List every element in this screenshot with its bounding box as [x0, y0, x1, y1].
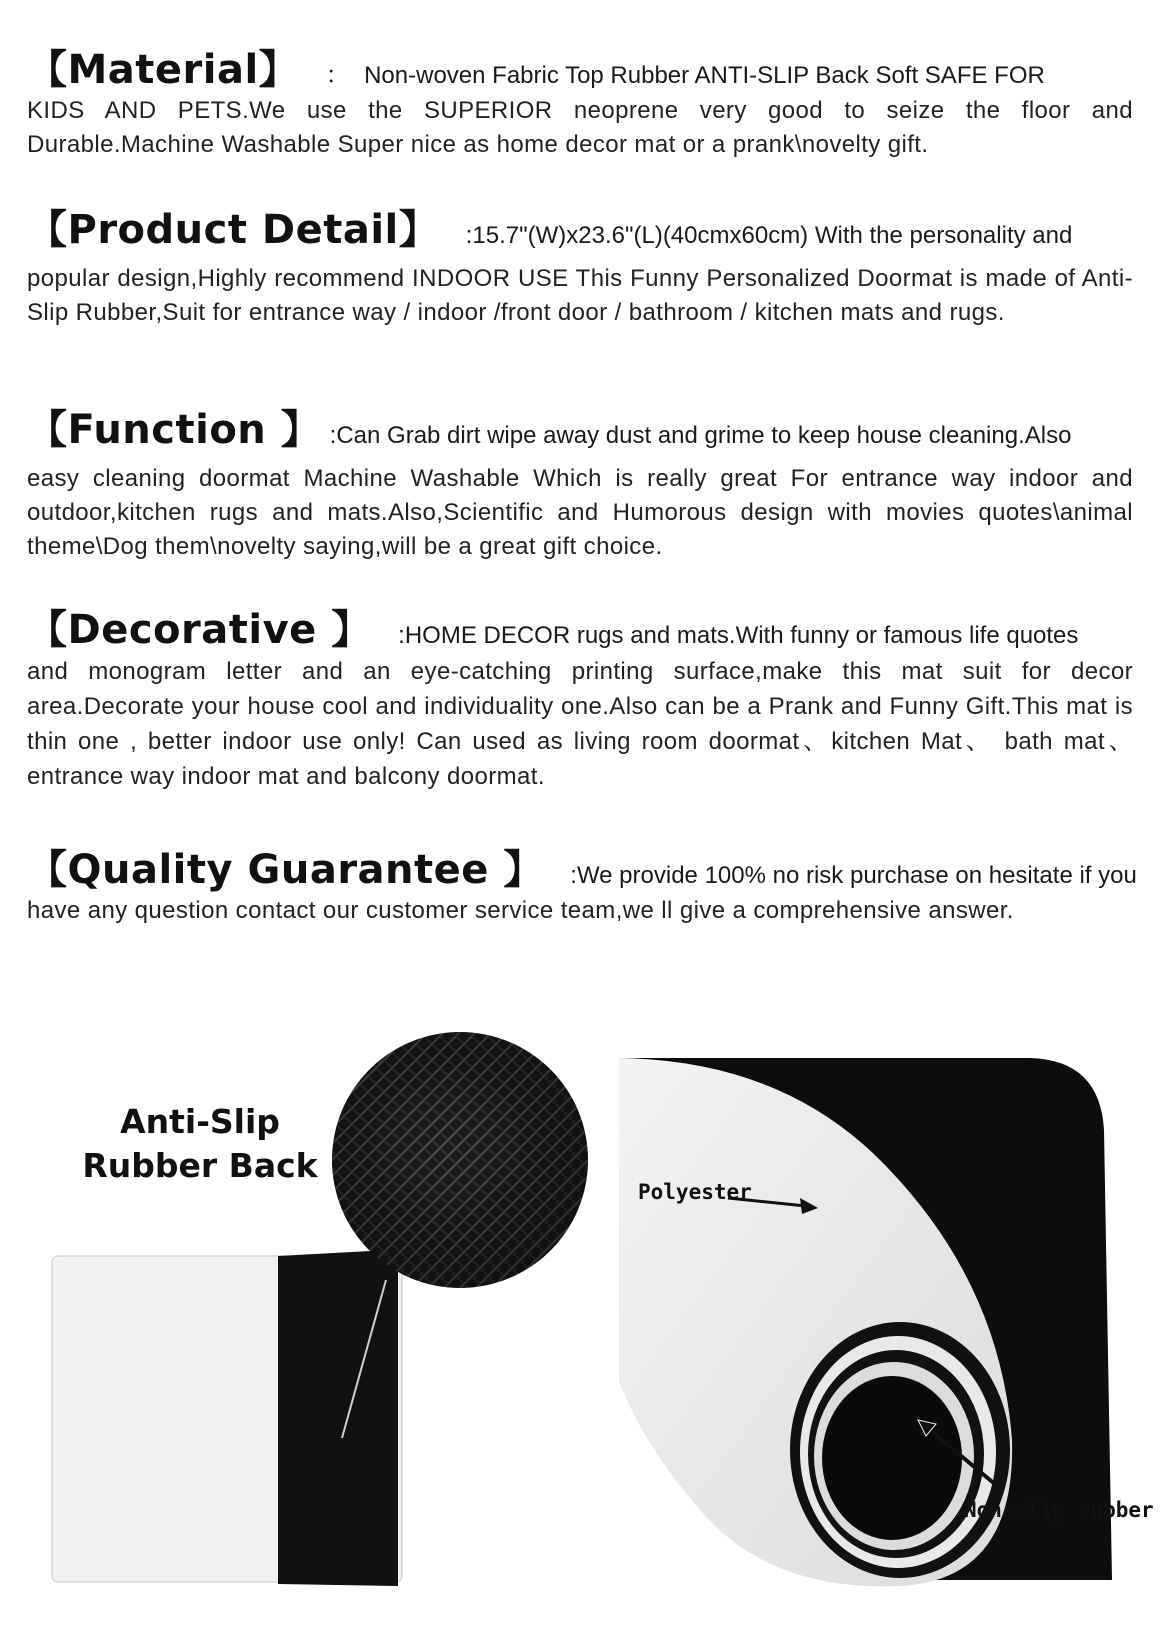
- roll-core: [822, 1376, 962, 1540]
- product-figure: [0, 1020, 1162, 1620]
- decorative-body: and monogram letter and an eye-catching printing surface,make this mat suit for decor area.Decorate your house cool and individuality one.Also can be a Prank and Funny Gift.This mat is thin one , better indoor use only! Can used as living room doormat、kitchen Mat、 bath mat、 entrance way indoor mat and balcony doormat.: [27, 658, 1133, 790]
- material-heading: 【Material】: [27, 47, 300, 93]
- material-separator: ：: [325, 62, 350, 89]
- decorative-section: [27, 598, 1133, 794]
- product-detail-lead: :15.7"(W)x23.6"(L)(40cmx60cm) With the personality and: [465, 222, 1073, 249]
- function-lead: :Can Grab dirt wipe away dust and grime to keep house cleaning.Also: [329, 422, 1072, 449]
- quality-guarantee-section: [27, 838, 1137, 928]
- flat-mat: [52, 1250, 402, 1586]
- function-section: [27, 398, 1133, 564]
- texture-circle-shade: [332, 1032, 588, 1288]
- nonslip-rubber-label: Non-slip rubber: [964, 1498, 1154, 1522]
- quality-guarantee-lead: :We provide 100% no risk purchase on hesitate if you: [570, 862, 1137, 889]
- polyester-label: Polyester: [638, 1180, 752, 1204]
- product-detail-heading: 【Product Detail】: [27, 207, 440, 253]
- quality-guarantee-heading: 【Quality Guarantee 】: [27, 847, 544, 893]
- function-heading: 【Function 】: [27, 407, 322, 453]
- material-body: KIDS AND PETS.We use the SUPERIOR neoprene very good to seize the floor and Durable.Machine Washable Super nice as home decor mat or a prank\novelty gift.: [27, 97, 1133, 158]
- anti-slip-label-line2: Rubber Back: [82, 1146, 318, 1185]
- decorative-heading: 【Decorative 】: [27, 607, 372, 653]
- quality-guarantee-body: have any question contact our customer service team,we ll give a comprehensive answer.: [27, 897, 1014, 924]
- function-body: easy cleaning doormat Machine Washable Which is really great For entrance way indoor and outdoor,kitchen rugs and mats.Also,Scientific and Humorous design with movies quotes\animal theme\Dog them\novelty saying,will be a great gift choice.: [27, 465, 1133, 560]
- product-detail-section: [27, 198, 1133, 330]
- texture-zoom-circle: [332, 1032, 588, 1288]
- material-lead: Non-woven Fabric Top Rubber ANTI-SLIP Back Soft SAFE FOR: [364, 62, 1045, 89]
- material-section: [27, 38, 1133, 162]
- anti-slip-label-line1: Anti-Slip: [120, 1102, 280, 1141]
- decorative-lead: :HOME DECOR rugs and mats.With funny or famous life quotes: [398, 622, 1079, 649]
- product-detail-body: popular design,Highly recommend INDOOR USE This Funny Personalized Doormat is made of Anti-Slip Rubber,Suit for entrance way / indoor /front door / bathroom / kitchen mats and rugs.: [27, 265, 1133, 326]
- mat-illustration: [0, 1020, 1162, 1620]
